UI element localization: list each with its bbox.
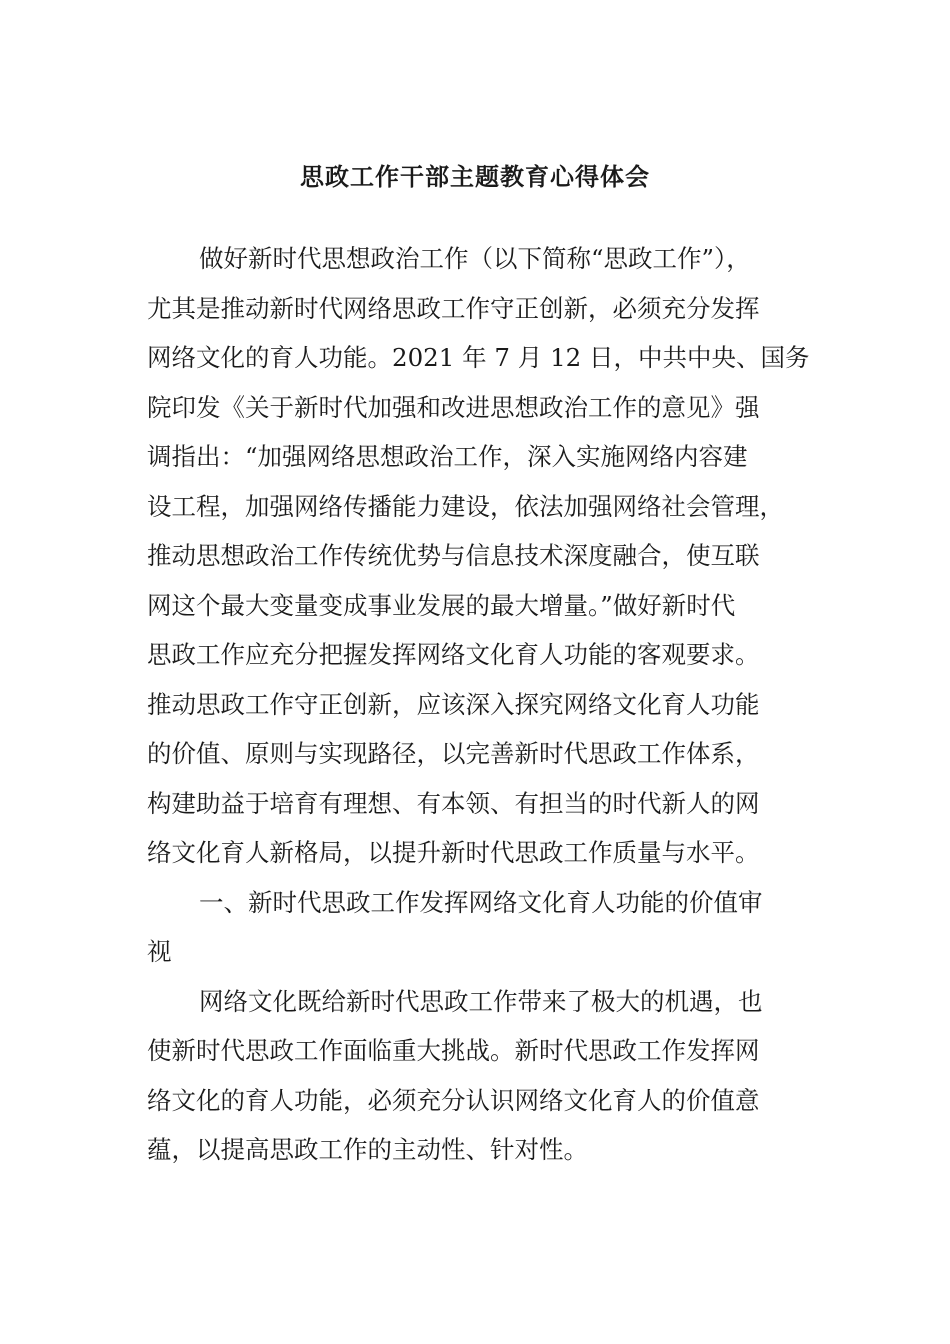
paragraph-1-line-8: 网这个最大变量变成事业发展的最大增量。”做好新时代 [147, 590, 736, 620]
paragraph-3-line-4: 蕴，以提高思政工作的主动性、针对性。 [147, 1135, 588, 1164]
paragraph-1-line-11: 的价值、原则与实现路径，以完善新时代思政工作体系， [147, 739, 760, 768]
paragraph-3-line-3: 络文化的育人功能，必须充分认识网络文化育人的价值意 [147, 1085, 760, 1115]
paragraph-1-line-10: 推动思政工作守正创新，应该深入探究网络文化育人功能 [147, 689, 760, 719]
paragraph-1-line-7: 推动思想政治工作传统优势与信息技术深度融合，使互联 [147, 541, 760, 570]
paragraph-1-line-2: 尤其是推动新时代网络思政工作守正创新，必须充分发挥 [147, 293, 760, 323]
page-title: 思政工作干部主题教育心得体会 [300, 162, 650, 191]
paragraph-3-line-1: 网络文化既给新时代思政工作带来了极大的机遇，也 [199, 986, 763, 1016]
paragraph-1-line-13: 络文化育人新格局，以提升新时代思政工作质量与水平。 [147, 838, 760, 867]
paragraph-3-line-2: 使新时代思政工作面临重大挑战。新时代思政工作发挥网 [147, 1036, 760, 1065]
paragraph-1-line-1: 做好新时代思想政治工作（以下简称“思政工作”）， [199, 244, 751, 273]
body-paragraphs [147, 234, 810, 1175]
section-heading-line-2: 视 [147, 937, 172, 966]
paragraph-1-line-12: 构建助益于培育有理想、有本领、有担当的时代新人的网 [147, 788, 760, 818]
paragraph-1-line-6: 设工程，加强网络传播能力建设，依法加强网络社会管理， [147, 491, 784, 521]
paragraph-1-line-3: 网络文化的育人功能。2021 年 7 月 12 日，中共中央、国务 [147, 343, 810, 372]
paragraph-1-line-4: 院印发《关于新时代加强和改进思想政治工作的意见》强 [147, 392, 760, 422]
paragraph-1-line-9: 思政工作应充分把握发挥网络文化育人功能的客观要求。 [147, 640, 760, 669]
section-heading-line-1: 一、新时代思政工作发挥网络文化育人功能的价值审 [199, 887, 763, 917]
paragraph-1-line-5: 调指出：“加强网络思想政治工作，深入实施网络内容建 [147, 442, 748, 471]
